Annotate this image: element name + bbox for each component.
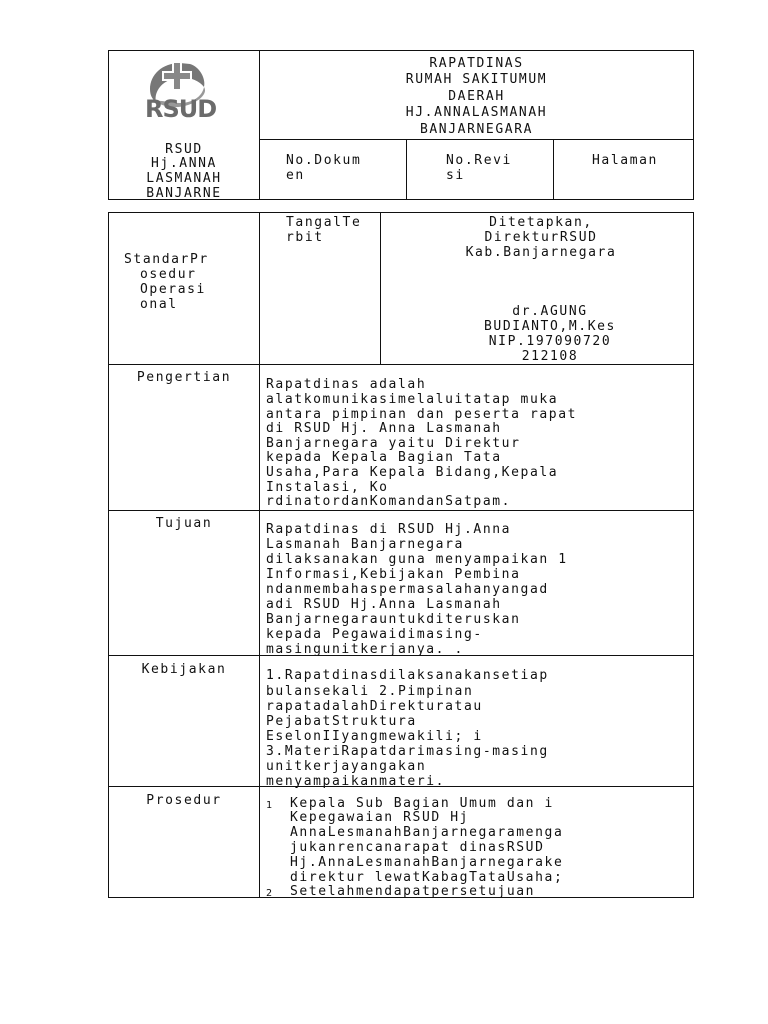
pengertian-line-5: Banjarnegara yaitu Direktur [266, 436, 521, 451]
pengertian-line-2: alatkomunikasimelaluitatap muka [266, 392, 559, 407]
approval-line-2: DirekturRSUD [484, 230, 598, 245]
sop-label-line-4: onal [140, 297, 178, 312]
signer-line-1: dr.AGUNG [512, 304, 588, 319]
pengertian-line-9: rdinatordanKomandanSatpam. [266, 494, 512, 509]
header-left-border [108, 50, 109, 200]
pengertian-label: Pengertian [136, 370, 232, 385]
tujuan-line-5: ndanmembahaspermasalahanyangad [266, 582, 549, 597]
header-top-border [108, 50, 694, 51]
tujuan-line-3: dilaksanakan guna menyampaikan 1 [266, 552, 568, 567]
prosedur-line-6: direktur lewatKabagTataUsaha; [290, 870, 564, 885]
tujuan-line-6: adi RSUD Hj.Anna Lasmanah [266, 597, 502, 612]
tujuan-label: Tujuan [155, 516, 213, 531]
kebijakan-line-8: menyampaikanmateri. [266, 774, 446, 789]
prosedur-line-3: AnnaLesmanahBanjarnegaramenga [290, 825, 564, 840]
header-col-divider-2 [553, 139, 554, 200]
approval-line-3: Kab.Banjarnegara [465, 245, 617, 260]
doc-number-label-1: No.Dokum [286, 153, 362, 168]
kebijakan-line-5: EselonIIyangmewakili; i [266, 729, 483, 744]
pengertian-line-6: kepada Kepala Bagian Tata [266, 450, 502, 465]
signer-line-4: 212108 [521, 349, 579, 364]
pengertian-line-1: Rapatdinas adalah [266, 377, 427, 392]
prosedur-line-2: Kepegawaian RSUD Hj [290, 810, 470, 825]
prosedur-line-1: Kepala Sub Bagian Umum dan i [290, 796, 554, 811]
hospital-short-line-3: LASMANAH [146, 171, 222, 186]
tujuan-line-9: masingunitkerjanya. . [266, 642, 464, 657]
tujuan-line-1: Rapatdinas di RSUD Hj.Anna [266, 522, 512, 537]
tujuan-line-2: Lasmanah Banjarnegara [266, 537, 464, 552]
tujuan-line-4: Informasi,Kebijakan Pembina [266, 567, 521, 582]
pengertian-line-4: di RSUD Hj. Anna Lasmanah [266, 421, 502, 436]
prosedur-line-7: Setelahmendapatpersetujuan [290, 884, 536, 899]
header-right-border [693, 50, 694, 200]
signer-line-3: NIP.197090720 [488, 334, 612, 349]
header-col-divider-1 [406, 139, 407, 200]
row-divider-tujuan [108, 510, 694, 511]
prosedur-line-5: Hj.AnnaLesmanahBanjarnegarake [290, 855, 564, 870]
issue-date-label-2: rbit [286, 230, 324, 245]
body-left-border [108, 212, 109, 898]
prosedur-step-number-1: 1 [266, 800, 274, 811]
row-divider-pengertian [108, 364, 694, 365]
tujuan-line-7: Banjarnegarauntukditeruskan [266, 612, 521, 627]
revision-number-label-1: No.Revi [446, 153, 512, 168]
prosedur-label: Prosedur [146, 793, 222, 808]
doc-title-line-5: BANJARNEGARA [419, 122, 534, 137]
doc-title-line-1: RAPATDINAS [429, 56, 524, 71]
hospital-short-line-4: BANJARNE [146, 186, 222, 201]
page-label: Halaman [592, 153, 658, 168]
pengertian-line-8: Instalasi, Ko [266, 480, 389, 495]
pengertian-line-3: antara pimpinan dan peserta rapat [266, 407, 578, 422]
sop-label-line-3: Operasi [140, 282, 206, 297]
kebijakan-line-2: bulansekali 2.Pimpinan [266, 684, 474, 699]
logo-text: RSUD [145, 95, 217, 123]
signer-line-2: BUDIANTO,M.Kes [484, 319, 616, 334]
prosedur-line-4: jukanrencanarapat dinasRSUD [290, 840, 545, 855]
hospital-short-line-1: RSUD [165, 142, 203, 157]
kebijakan-line-3: rapatadalahDirekturatau [266, 699, 483, 714]
tujuan-line-8: kepada Pegawaidimasing- [266, 627, 483, 642]
body-right-border [693, 212, 694, 898]
kebijakan-line-7: unitkerjayangakan [266, 759, 427, 774]
header-title-divider [259, 139, 694, 140]
doc-title-line-2: RUMAH SAKITUMUM [405, 72, 548, 87]
body-label-divider [259, 212, 260, 898]
issue-date-label-1: TangalTe [286, 215, 362, 230]
kebijakan-line-6: 3.MateriRapatdarimasing-masing [266, 744, 549, 759]
hospital-short-line-2: Hj.ANNA [151, 156, 217, 171]
doc-title-line-4: HJ.ANNALASMANAH [405, 105, 548, 120]
kebijakan-label: Kebijakan [141, 662, 227, 677]
prosedur-step-number-2: 2 [266, 888, 274, 899]
revision-number-label-2: si [446, 168, 465, 183]
sop-label-line-2: osedur [140, 267, 197, 282]
kebijakan-line-1: 1.Rapatdinasdilaksanakansetiap [266, 668, 549, 683]
approval-line-1: Ditetapkan, [489, 215, 593, 230]
doc-title-line-3: DAERAH [448, 89, 505, 104]
body-sop-date-divider [380, 212, 381, 364]
pengertian-line-7: Usaha,Para Kepala Bidang,Kepala [266, 465, 559, 480]
body-top-border [108, 212, 694, 213]
kebijakan-line-4: PejabatStruktura [266, 714, 417, 729]
doc-number-label-2: en [286, 168, 305, 183]
sop-label-line-1: StandarPr [124, 252, 209, 267]
